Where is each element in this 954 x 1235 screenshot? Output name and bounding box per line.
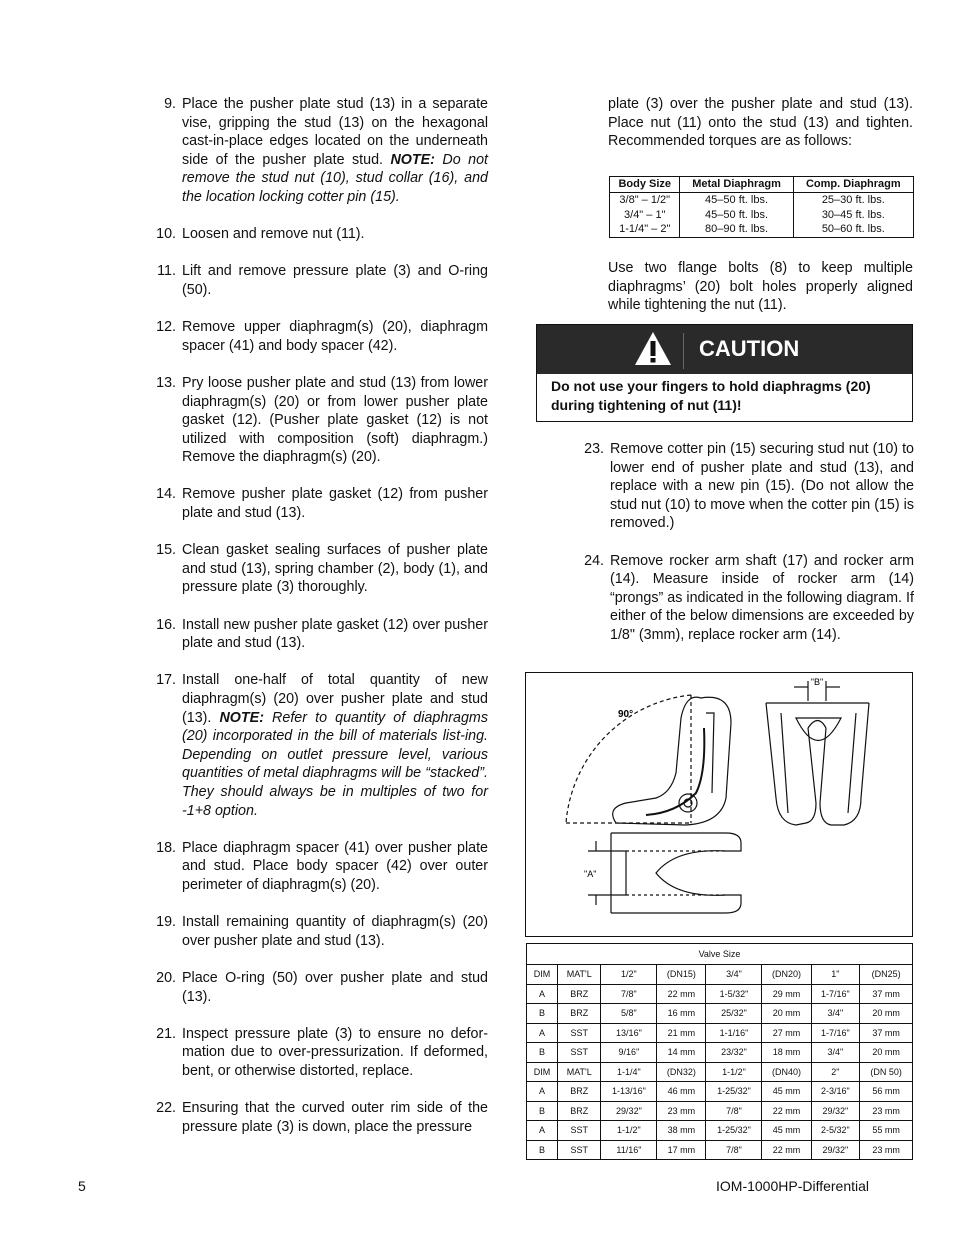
valve-table-cell: BRZ <box>558 1082 601 1102</box>
valve-table-cell: 2-3/16" <box>811 1082 860 1102</box>
valve-table-cell: 29/32" <box>811 1101 860 1121</box>
torque-cell: 3/8" – 1/2" <box>610 193 680 208</box>
step-number: 15. <box>156 542 176 559</box>
step-number: 10. <box>156 226 176 243</box>
valve-table-cell: 1" <box>811 965 860 985</box>
valve-table-cell: SST <box>558 1140 601 1160</box>
step-text: Remove cotter pin (15) securing stud nut (10) to lower end of pusher plate and stud (13), and replace with a new pin (15). (Do not allow the stud nut (10) to move when the cotter pin (15) is removed.) <box>610 441 914 532</box>
valve-table-row <box>527 1121 913 1141</box>
valve-size-caption: Valve Size <box>527 944 913 965</box>
valve-table-cell: 1-25/32" <box>706 1082 762 1102</box>
torque-cell: 80–90 ft. lbs. <box>680 222 793 237</box>
step-text: Clean gasket sealing surfaces of pusher plate and stud (13), spring chamber (2), body (1), and pressure plate (3) thoroughly. <box>182 542 488 596</box>
step-text: Inspect pressure plate (3) to ensure no defor-mation due to over-pressurization. If deformed, bent, or otherwise distorted, replace. <box>182 1025 488 1079</box>
torque-cell: 30–45 ft. lbs. <box>793 208 913 223</box>
valve-table-cell: 45 mm <box>762 1121 811 1141</box>
torque-row <box>610 208 914 223</box>
dim-b-label: "B" <box>810 677 824 687</box>
step-23 <box>574 440 914 533</box>
valve-table-cell: 3/4" <box>811 1004 860 1024</box>
valve-table-cell: 2-5/32" <box>811 1121 860 1141</box>
valve-table-cell: 22 mm <box>762 1140 811 1160</box>
step-text: Remove upper diaphragm(s) (20), diaphragm spacer (41) and body spacer (42). <box>182 319 488 354</box>
valve-table-cell: 37 mm <box>860 1023 913 1043</box>
valve-table-cell: 23 mm <box>657 1101 706 1121</box>
step-20 <box>146 969 488 1006</box>
valve-table-cell: DIM <box>527 965 558 985</box>
step-text: Pry loose pusher plate and stud (13) from lower diaphragm(s) (20) or from lower pusher plate gasket (12). (Pusher plate gasket (12) is not utilized with composition (soft) diaphragm.) Remove the diaphragm(s) (20). <box>182 374 488 466</box>
note-label: NOTE: <box>390 151 435 168</box>
step-number: 11. <box>157 263 176 280</box>
valve-table-cell: 1-13/16" <box>601 1082 657 1102</box>
step-text: Remove rocker arm shaft (17) and rocker arm (14). Measure inside of rocker arm (14) “prongs” as indicated in the following diagram. If either of the below dimensions are exceeded by 1/8" (3mm), replace rocker arm (14). <box>610 552 914 643</box>
step-10 <box>146 225 488 244</box>
valve-table-cell: 18 mm <box>762 1043 811 1063</box>
torque-cell: 45–50 ft. lbs. <box>680 193 793 208</box>
step-text: Remove pusher plate gasket (12) from pusher plate and stud (13). <box>182 486 488 522</box>
step-text: Place the pusher plate stud (13) in a separate vise, gripping the stud (13) on the hexagonal cast-in-place edges located on the underneath side of the pusher plate stud. <box>182 96 488 168</box>
step-11 <box>146 262 488 299</box>
valve-table-cell: 1-1/16" <box>706 1023 762 1043</box>
valve-table-cell: MAT'L <box>558 1062 601 1082</box>
rocker-arm-drawing <box>526 673 912 936</box>
note-text: Refer to quantity of diaphragms (20) incorporated in the bill of materials list-ing. Depending on outlet pressure level, various quantities of metal diaphragms will be “stacked”. They should always be in multiples of two for -1+8 option. <box>182 709 488 819</box>
step-number: 12. <box>156 319 176 336</box>
step-text: Ensuring that the curved outer rim side of the pressure plate (3) is down, place the pressure <box>182 1100 488 1135</box>
valve-table-cell: A <box>527 984 558 1004</box>
warning-triangle-icon <box>633 330 673 368</box>
step-number: 23. <box>584 441 604 457</box>
step-text: Install remaining quantity of diaphragm(s) (20) over pusher plate and stud (13). <box>182 914 488 949</box>
step-19 <box>146 913 488 950</box>
valve-table-cell: 9/16" <box>601 1043 657 1063</box>
valve-table-cell: 1/2" <box>601 965 657 985</box>
valve-table-cell: 20 mm <box>860 1004 913 1024</box>
valve-table-cell: 46 mm <box>657 1082 706 1102</box>
step-number: 14. <box>156 486 176 503</box>
step-number: 20. <box>156 969 176 986</box>
note-label: NOTE: <box>219 709 264 726</box>
page-number: 5 <box>78 1178 86 1194</box>
step-number: 9. <box>164 96 176 112</box>
valve-table-cell: A <box>527 1082 558 1102</box>
torque-cell: 45–50 ft. lbs. <box>680 208 793 223</box>
valve-table-cell: BRZ <box>558 1004 601 1024</box>
valve-table-cell: (DN25) <box>860 965 913 985</box>
valve-table-cell: B <box>527 1101 558 1121</box>
valve-table-cell: A <box>527 1023 558 1043</box>
step-24 <box>574 552 914 645</box>
valve-table-cell: 11/16" <box>601 1140 657 1160</box>
step-21 <box>146 1025 488 1081</box>
valve-table-cell: 20 mm <box>860 1043 913 1063</box>
valve-table-cell: 22 mm <box>657 984 706 1004</box>
valve-table-cell: 1-5/32" <box>706 984 762 1004</box>
torque-cell: 1-1/4" – 2" <box>610 222 680 237</box>
step-15 <box>146 541 488 597</box>
valve-table-row <box>527 1023 913 1043</box>
valve-table-cell: 29/32" <box>601 1101 657 1121</box>
valve-table-cell: 27 mm <box>762 1023 811 1043</box>
step-text: Place diaphragm spacer (41) over pusher plate and stud. Place body spacer (42) over outer perimeter of diaphragm(s) (20). <box>182 839 488 893</box>
flange-bolts-text: Use two flange bolts (8) to keep multiple diaphragms’ (20) bolt holes properly aligned while tightening the nut (11). <box>608 260 913 314</box>
step-number: 17. <box>156 672 176 689</box>
torque-cell: 3/4" – 1" <box>610 208 680 223</box>
valve-table-cell: 17 mm <box>657 1140 706 1160</box>
valve-table-cell: BRZ <box>558 1101 601 1121</box>
valve-table-row <box>527 1140 913 1160</box>
valve-table-cell: (DN32) <box>657 1062 706 1082</box>
valve-table-cell: SST <box>558 1121 601 1141</box>
torque-row <box>610 222 914 237</box>
step-9 <box>146 95 488 207</box>
valve-table-cell: 55 mm <box>860 1121 913 1141</box>
step-text: Loosen and remove nut (11). <box>182 226 365 243</box>
torque-header-body-size: Body Size <box>610 177 680 193</box>
valve-table-cell: 29/32" <box>811 1140 860 1160</box>
step-text: Place O-ring (50) over pusher plate and stud (13). <box>182 969 488 1005</box>
valve-table-row <box>527 1101 913 1121</box>
torque-cell: 25–30 ft. lbs. <box>793 193 913 208</box>
torque-header-comp: Comp. Diaphragm <box>793 177 913 193</box>
valve-table-cell: 2" <box>811 1062 860 1082</box>
valve-table-cell: 13/16" <box>601 1023 657 1043</box>
step-13 <box>146 374 488 467</box>
valve-table-cell: (DN40) <box>762 1062 811 1082</box>
valve-table-cell: SST <box>558 1023 601 1043</box>
valve-table-cell: 23 mm <box>860 1101 913 1121</box>
valve-table-cell: 45 mm <box>762 1082 811 1102</box>
valve-table-cell: B <box>527 1043 558 1063</box>
valve-table-cell: MAT'L <box>558 965 601 985</box>
step-number: 21. <box>156 1025 176 1042</box>
step-18 <box>146 839 488 895</box>
step-text: Install new pusher plate gasket (12) over pusher plate and stud (13). <box>182 616 488 652</box>
valve-table-cell: 14 mm <box>657 1043 706 1063</box>
valve-table-cell: (DN15) <box>657 965 706 985</box>
valve-table-row <box>527 965 913 985</box>
valve-table-cell: 25/32" <box>706 1004 762 1024</box>
step-22 <box>146 1099 488 1136</box>
valve-table-cell: 23 mm <box>860 1140 913 1160</box>
valve-table-cell: (DN20) <box>762 965 811 985</box>
step-number: 19. <box>156 914 176 931</box>
valve-size-table <box>526 943 913 1160</box>
rocker-arm-diagram <box>525 672 913 937</box>
valve-table-cell: SST <box>558 1043 601 1063</box>
torque-row <box>610 193 914 208</box>
valve-table-cell: B <box>527 1004 558 1024</box>
dim-a-label: "A" <box>584 869 597 879</box>
torque-header-row <box>610 177 914 193</box>
valve-table-row <box>527 1043 913 1063</box>
step-12 <box>146 318 488 355</box>
valve-table-cell: 1-7/16" <box>811 1023 860 1043</box>
valve-table-cell: (DN 50) <box>860 1062 913 1082</box>
valve-table-cell: 37 mm <box>860 984 913 1004</box>
valve-table-cell: 38 mm <box>657 1121 706 1141</box>
step-number: 22. <box>156 1100 176 1117</box>
step-number: 16. <box>156 616 176 633</box>
right-steps <box>574 440 914 663</box>
torque-header-metal: Metal Diaphragm <box>680 177 793 193</box>
step-14 <box>146 485 488 522</box>
step-number: 18. <box>156 839 176 856</box>
valve-table-cell: DIM <box>527 1062 558 1082</box>
caution-message: Do not use your fingers to hold diaphragms (20) during tightening of nut (11)! <box>551 378 871 413</box>
valve-table-cell: 1-1/2" <box>601 1121 657 1141</box>
step-number: 13. <box>156 374 176 391</box>
valve-table-cell: 1-7/16" <box>811 984 860 1004</box>
valve-table-cell: 7/8" <box>706 1140 762 1160</box>
valve-table-cell: 22 mm <box>762 1101 811 1121</box>
caution-box <box>536 324 913 422</box>
caution-header <box>537 325 912 374</box>
valve-table-row <box>527 1082 913 1102</box>
valve-table-cell: 3/4" <box>811 1043 860 1063</box>
valve-table-cell: 7/8" <box>706 1101 762 1121</box>
valve-table-cell: 16 mm <box>657 1004 706 1024</box>
valve-table-cell: 1-1/4" <box>601 1062 657 1082</box>
valve-table-cell: 20 mm <box>762 1004 811 1024</box>
valve-table-cell: 56 mm <box>860 1082 913 1102</box>
valve-table-row <box>527 984 913 1004</box>
valve-table-cell: 5/8" <box>601 1004 657 1024</box>
note-text: Do not remove the stud nut (10), stud collar (16), and the location locking cotter pin (15). <box>182 151 488 205</box>
torque-cell: 50–60 ft. lbs. <box>793 222 913 237</box>
valve-size-caption-row <box>527 944 913 965</box>
step-17 <box>146 671 488 820</box>
step-22-continuation: plate (3) over the pusher plate and stud (13). Place nut (11) onto the stud (13) and tighten. Recommended torques are as follows: <box>608 96 913 150</box>
valve-table-cell: 21 mm <box>657 1023 706 1043</box>
valve-table-cell: 3/4" <box>706 965 762 985</box>
caution-title: CAUTION <box>699 336 800 361</box>
valve-table-cell: 1-25/32" <box>706 1121 762 1141</box>
valve-table-cell: 29 mm <box>762 984 811 1004</box>
angle-label: 90° <box>618 709 634 720</box>
valve-table-cell: B <box>527 1140 558 1160</box>
step-text: Install one-half of total quantity of new diaphragm(s) (20) over pusher plate and stud (13). <box>182 672 488 726</box>
document-id: IOM-1000HP-Differential <box>716 1178 870 1194</box>
step-text: Lift and remove pressure plate (3) and O-ring (50). <box>182 263 488 298</box>
valve-table-cell: 1-1/2" <box>706 1062 762 1082</box>
valve-table-cell: 23/32" <box>706 1043 762 1063</box>
step-16 <box>146 616 488 653</box>
valve-table-row <box>527 1062 913 1082</box>
valve-table-cell: 7/8" <box>601 984 657 1004</box>
caution-divider <box>683 333 684 369</box>
torque-table <box>609 176 914 238</box>
valve-table-cell: BRZ <box>558 984 601 1004</box>
valve-table-cell: A <box>527 1121 558 1141</box>
step-number: 24. <box>584 552 604 569</box>
valve-table-row <box>527 1004 913 1024</box>
left-column <box>146 95 488 1155</box>
